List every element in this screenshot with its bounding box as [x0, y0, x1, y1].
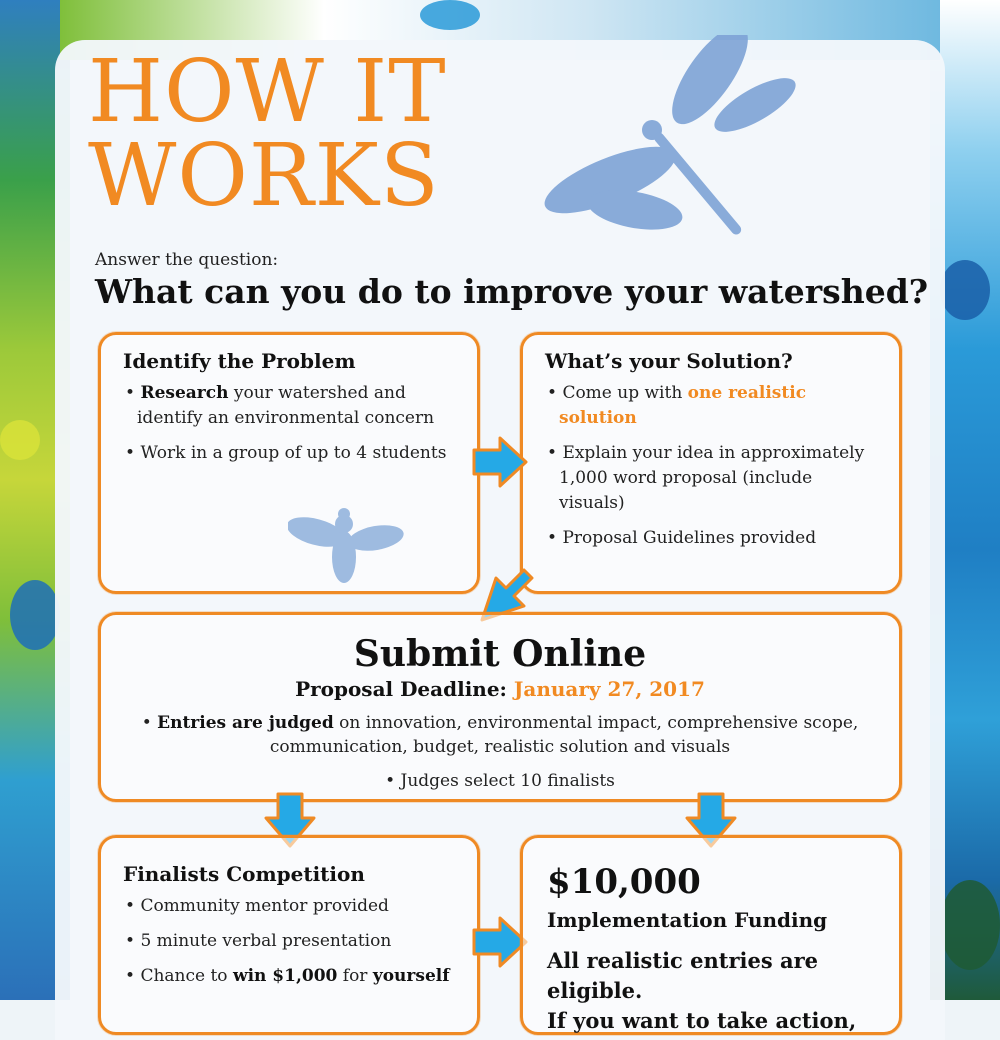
list-item [545, 526, 877, 551]
solution-item1-text: Come up with [562, 383, 688, 403]
problem-title: Identify the Problem [123, 349, 356, 373]
implementation-funding-box [520, 835, 902, 1035]
page-title [88, 42, 447, 226]
solution-list [545, 381, 877, 551]
solution-item1-highlight: one realistic solution [559, 383, 807, 428]
finalists-note: • Judges select 10 finalists [385, 771, 615, 791]
list-item [123, 964, 455, 989]
submit-title: Submit Online [353, 633, 647, 675]
finalists-item3-mid: for [337, 966, 373, 986]
finalists-list [123, 894, 455, 989]
deadline-date: January 27, 2017 [513, 677, 705, 701]
title-line-2: WORKS [88, 126, 440, 226]
funding-text-line2: If you want to take action, [547, 1008, 857, 1033]
finalists-competition-box [98, 835, 480, 1035]
dragonfly-icon [540, 35, 820, 245]
problem-list [123, 381, 455, 466]
list-item [123, 929, 455, 954]
splat-decoration [940, 880, 1000, 970]
problem-item1-bold: Research [140, 383, 229, 403]
title-line-1: HOW IT [88, 42, 447, 142]
main-question: What can you do to improve your watershed? [95, 272, 929, 311]
list-item [123, 441, 455, 466]
funding-amount: $10,000 [547, 862, 701, 902]
finalists-item3-text: Chance to [140, 966, 233, 986]
judging-criteria: • Entries are judged on innovation, environmental impact, comprehensive scope, communication, budget, realistic solution and visuals [141, 713, 859, 757]
splat-decoration [420, 0, 480, 30]
finalists-item3-yourself: yourself [372, 966, 450, 986]
finalists-item2-text: 5 minute verbal presentation [140, 931, 392, 951]
criteria-bold: Entries are judged [157, 713, 334, 733]
solution-title: What’s your Solution? [545, 349, 793, 373]
criteria-text: on innovation, environmental impact, comprehensive scope, communication, budget, realistic solution and visuals [269, 713, 859, 757]
bee-icon [288, 502, 404, 586]
finalists-item3-prize: win $1,000 [232, 966, 338, 986]
proposal-deadline [131, 677, 869, 701]
intro-text: Answer the question: [95, 250, 279, 270]
solution-item3-text: Proposal Guidelines provided [562, 528, 817, 548]
list-item [545, 381, 877, 431]
funding-text-line1: All realistic entries are eligible. [547, 948, 819, 1003]
splat-decoration [940, 260, 990, 320]
finalists-item1-text: Community mentor provided [140, 896, 389, 916]
finalists-text: Judges select 10 finalists [400, 771, 615, 791]
splat-decoration [10, 580, 60, 650]
deadline-label: Proposal Deadline: [295, 677, 514, 701]
solution-box [520, 332, 902, 594]
funding-label: Implementation Funding [547, 908, 828, 932]
list-item [545, 441, 877, 516]
funding-text [547, 946, 875, 1036]
problem-item2-text: Work in a group of up to 4 students [140, 443, 447, 463]
submit-online-box [98, 612, 902, 802]
list-item [123, 894, 455, 919]
solution-item2-text: Explain your idea in approximately 1,000 word proposal (include visuals) [559, 443, 865, 513]
finalists-title: Finalists Competition [123, 862, 365, 886]
list-item [123, 381, 455, 431]
arrow-right-icon [470, 434, 530, 490]
problem-item1-text: your watershed and identify an environmental concern [137, 383, 435, 428]
splat-decoration [0, 420, 40, 460]
